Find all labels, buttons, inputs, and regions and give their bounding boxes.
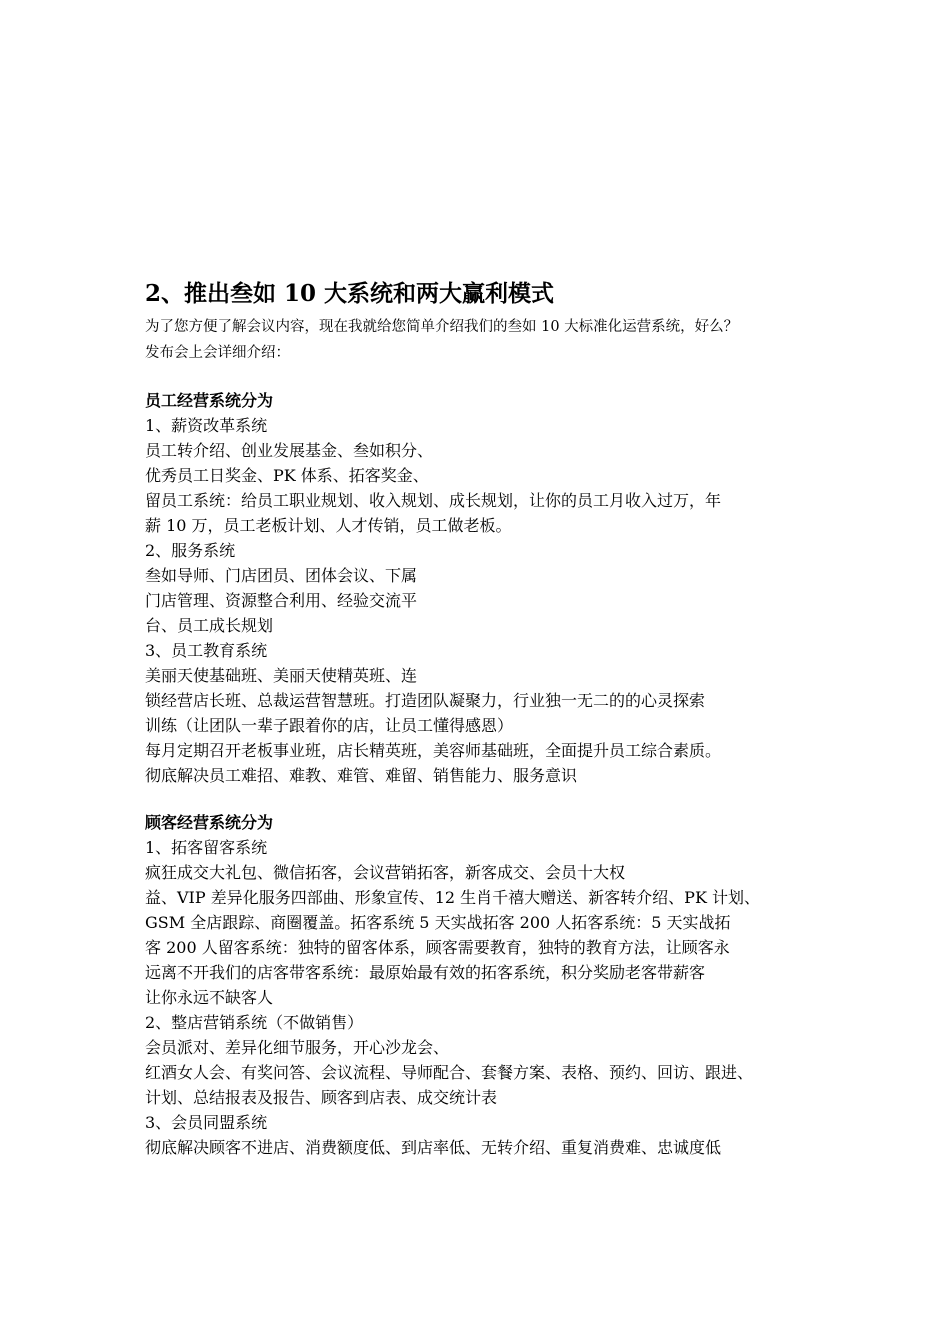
text-line: 锁经营店长班、总裁运营智慧班。打造团队凝聚力，行业独一无二的的心灵探索 <box>145 691 706 710</box>
text-line: 1、拓客留客系统 <box>145 838 268 857</box>
document-page <box>145 278 825 1160</box>
text-line: 计划、总结报表及报告、顾客到店表、成交统计表 <box>145 1088 498 1107</box>
employee-system-title: 员工经营系统分为 <box>145 391 274 410</box>
text-line: 每月定期召开老板事业班，店长精英班，美容师基础班，全面提升员工综合素质。 <box>145 741 722 760</box>
employee-system-section <box>145 388 825 788</box>
text-line: 留员工系统：给员工职业规划、收入规划、成长规划，让你的员工月收入过万，年 <box>145 491 722 510</box>
text-line: 远离不开我们的店客带客系统：最原始最有效的拓客系统，积分奖励老客带薪客 <box>145 963 706 982</box>
text-line: 彻底解决员工难招、难教、难管、难留、销售能力、服务意识 <box>145 766 578 785</box>
text-line: 3、会员同盟系统 <box>145 1113 268 1132</box>
text-line: 2、服务系统 <box>145 541 236 560</box>
text-line: 3、员工教育系统 <box>145 641 268 660</box>
text-line: 客 200 人留客系统：独特的留客体系，顾客需要教育，独特的教育方法，让顾客永 <box>145 938 730 957</box>
spacer <box>145 366 825 388</box>
text-line: 红酒女人会、有奖问答、会议流程、导师配合、套餐方案、表格、预约、回访、跟进、 <box>145 1063 754 1082</box>
text-line: 益、VIP 差异化服务四部曲、形象宣传、12 生肖千禧大赠送、新客转介绍、PK 计划、 <box>145 888 760 907</box>
section-heading: 2、推出叁如 10 大系统和两大赢利模式 <box>145 280 555 307</box>
text-line: 2、整店营销系统（不做销售） <box>145 1013 364 1032</box>
text-line: 让你永远不缺客人 <box>145 988 274 1007</box>
intro-line-2: 发布会上会详细介绍： <box>145 345 290 361</box>
text-line: 彻底解决顾客不进店、消费额度低、到店率低、无转介绍、重复消费难、忠诚度低 <box>145 1138 722 1157</box>
text-line: 美丽天使基础班、美丽天使精英班、连 <box>145 666 418 685</box>
text-line: 1、薪资改革系统 <box>145 416 268 435</box>
text-line: 训练（让团队一辈子跟着你的店，让员工懂得感恩） <box>145 716 514 735</box>
text-line: 员工转介绍、创业发展基金、叁如积分、 <box>145 441 434 460</box>
spacer <box>145 788 825 810</box>
text-line: 疯狂成交大礼包、微信拓客，会议营销拓客，新客成交、会员十大权 <box>145 863 626 882</box>
text-line: 叁如导师、门店团员、团体会议、下属 <box>145 566 418 585</box>
text-line: 台、员工成长规划 <box>145 616 274 635</box>
text-line: 薪 10 万，员工老板计划、人才传销，员工做老板。 <box>145 516 512 535</box>
text-line: GSM 全店跟踪、商圈覆盖。拓客系统 5 天实战拓客 200 人拓客系统：5 天实战拓 <box>145 913 731 932</box>
text-line: 会员派对、差异化细节服务，开心沙龙会、 <box>145 1038 450 1057</box>
text-line: 门店管理、资源整合利用、经验交流平 <box>145 591 418 610</box>
customer-system-section <box>145 810 825 1160</box>
intro-line-1: 为了您方便了解会议内容，现在我就给您简单介绍我们的叁如 10 大标准化运营系统，好么？ <box>145 319 739 335</box>
customer-system-title: 顾客经营系统分为 <box>145 813 274 832</box>
text-line: 优秀员工日奖金、PK 体系、拓客奖金、 <box>145 466 429 485</box>
